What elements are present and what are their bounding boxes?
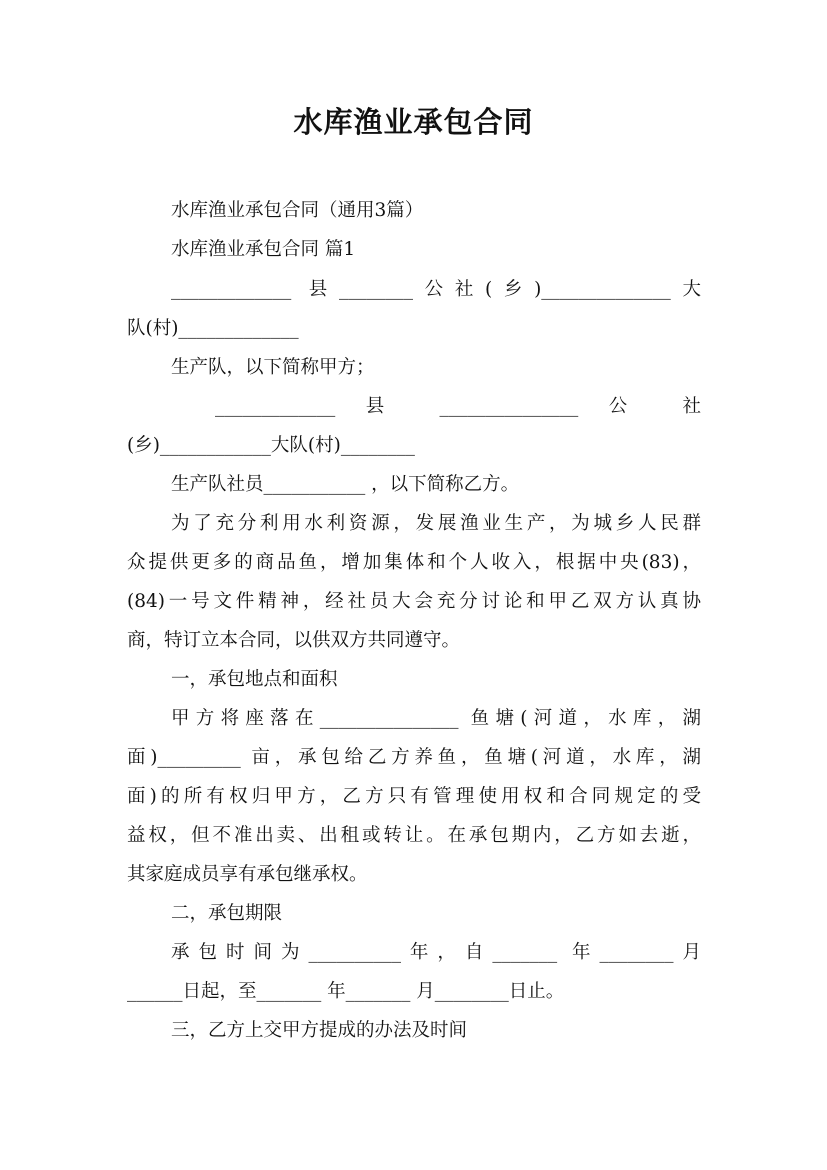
- paragraph-line: 其家庭成员享有承包继承权。: [127, 864, 368, 885]
- clause-heading-3: 三，乙方上交甲方提成的办法及时间: [171, 1020, 468, 1041]
- paragraph-line: 承包时间为__________年，自_______ 年________月: [171, 942, 701, 963]
- party-b-blank-line: _____________ 县 _______________ 公 社: [215, 396, 701, 417]
- paragraph-line: 面)的所有权归甲方，乙方只有管理使用权和合同规定的受: [127, 786, 701, 807]
- party-a-blank-line: _____________ 县________公社(乡)______________大: [171, 279, 701, 300]
- paragraph-line: 面)_________ 亩，承包给乙方养鱼，鱼塘(河道，水库，湖: [127, 747, 701, 768]
- clause-heading-1: 一，承包地点和面积: [171, 669, 338, 690]
- party-b-blank-line-cont: (乡)____________大队(村)________: [127, 435, 415, 456]
- paragraph-line: 益权，但不准出卖、出租或转让。在承包期内，乙方如去逝，: [127, 825, 701, 846]
- party-a-label-line: 生产队，以下简称甲方；: [171, 357, 375, 378]
- paragraph-line: (84)一号文件精神，经社员大会充分讨论和甲乙双方认真协: [127, 591, 701, 612]
- paragraph-line: ______日起，至_______ 年_______ 月________日止。: [127, 981, 565, 1002]
- clause-heading-2: 二，承包期限: [171, 903, 283, 924]
- subtitle-line: 水库渔业承包合同（通用3篇）: [171, 200, 424, 221]
- section-heading-line: 水库渔业承包合同 篇1: [171, 239, 356, 260]
- paragraph-line: 众提供更多的商品鱼，增加集体和个人收入，根据中央(83)，: [127, 552, 701, 573]
- paragraph-line: 为了充分利用水利资源，发展渔业生产，为城乡人民群: [171, 513, 701, 534]
- party-a-blank-line-cont: 队(村)_____________: [127, 318, 299, 339]
- party-b-label-line: 生产队社员___________ ，以下简称乙方。: [171, 474, 520, 495]
- document-title: 水库渔业承包合同: [293, 105, 534, 139]
- paragraph-line: 甲方将座落在_______________ 鱼塘(河道，水库，湖: [171, 708, 701, 729]
- paragraph-line: 商，特订立本合同，以供双方共同遵守。: [127, 630, 461, 651]
